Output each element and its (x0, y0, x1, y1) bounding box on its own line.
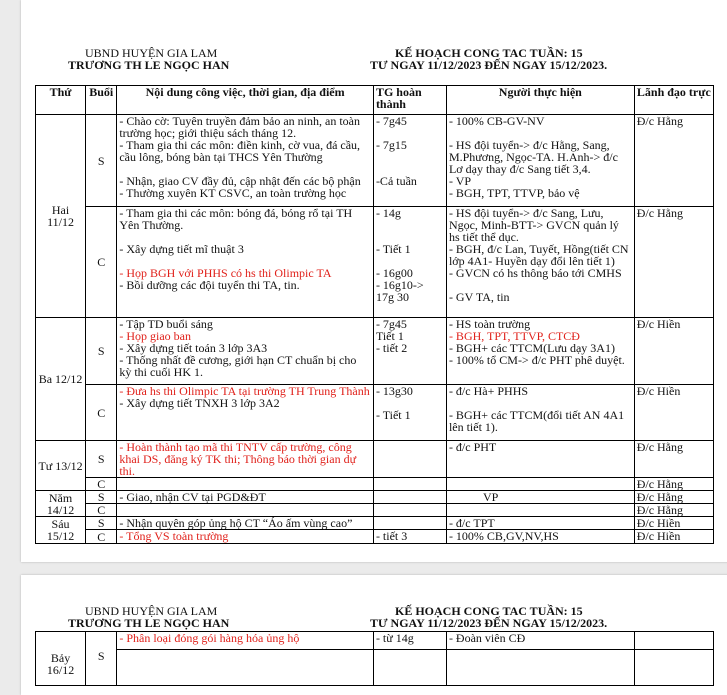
time-cell (373, 441, 446, 478)
person-cell (446, 318, 634, 385)
leader-cell: Đ/c Hằng (634, 504, 713, 517)
time-item: - 7g45 (375, 317, 407, 331)
table-row (36, 385, 714, 441)
day-cell-wednesday: Tư 13/12 (36, 441, 86, 491)
content-item: - Tham gia thi các môn: bóng đá, bóng rổ tại TH Yên Thường. (119, 206, 353, 232)
time-cell (373, 650, 446, 686)
session-cell: S (86, 650, 117, 686)
session-cell-empty (86, 632, 117, 650)
person-cell (446, 207, 634, 318)
session-cell: C (86, 385, 117, 441)
content-item: - Tham gia thi các môn: điền kinh, cờ vua, đá cầu, cầu lông, bóng bàn tại THCS Yên Thường (119, 138, 361, 164)
person-item: - HS đội tuyển-> đ/c Hằng, Sang, M.Phương, Ngọc-TA. H.Anh-> đ/c Lơ dạy thay đ/c Sang tiết 3,4. (448, 138, 618, 176)
content-cell: - Nhận quyên góp ủng hộ CT “Áo ấm vùng cao” (117, 517, 374, 530)
leader-cell: Đ/c Hiền (634, 318, 713, 385)
content-item: - Xây dựng tiết mĩ thuật 3 (119, 242, 244, 256)
content-cell (117, 318, 374, 385)
table-row (36, 491, 714, 504)
content-item: - Thống nhất đề cương, giới hạn CT chuẩn bị cho kỳ thi cuối HK 1. (119, 353, 357, 379)
person-item: - VP (448, 174, 472, 188)
day-cell-empty (36, 632, 86, 650)
time-item: - 13g30 (375, 384, 413, 398)
col-header-time: TG hoàn thành (373, 86, 446, 115)
table-row (36, 530, 714, 544)
leader-cell: Đ/c Hằng (634, 478, 713, 491)
school-name: TRƯƠNG TH LE NGỌC HAN (68, 58, 230, 72)
content-item: - Xây dựng tiết TNXH 3 lớp 3A2 (119, 396, 280, 410)
session-cell: S (86, 441, 117, 478)
person-item: - BGH+ các TTCM(Lưu dạy 3A1) (448, 341, 615, 355)
content-item: - Họp giao ban (119, 329, 191, 343)
weekly-plan-table (35, 85, 714, 544)
person-item: - BGH, TPT, TTVP, bảo vệ (448, 186, 580, 200)
person-item: - GVCN có hs thông báo tới CMHS (448, 266, 622, 280)
day-cell-tuesday: Ba 12/12 (36, 318, 86, 441)
table-row (36, 207, 714, 318)
person-item: - HS toàn trường (448, 317, 531, 331)
content-cell: - Phân loại đóng gói hàng hóa ủng hộ (117, 632, 374, 650)
person-item: - BGH, đ/c Lan, Tuyết, Hồng(tiết CN lớp 4A1- Huyền dạy đổi lên tiết 1) (448, 242, 629, 268)
leader-cell (634, 632, 713, 650)
person-item: - đ/c Hà+ PHHS (448, 384, 529, 398)
weekly-plan-table-continued (35, 631, 714, 686)
person-cell: VP (446, 491, 634, 504)
plan-title: KẾ HOẠCH CONG TAC TUẦN: 15 (395, 46, 583, 60)
content-cell (117, 207, 374, 318)
col-header-person: Người thực hiện (446, 86, 634, 115)
table-row (36, 115, 714, 207)
table-row (36, 504, 714, 517)
time-cell (373, 517, 446, 530)
content-item: - Xây dựng tiết toán 3 lớp 3A3 (119, 341, 268, 355)
table-header-row (36, 86, 714, 115)
content-item: - Chào cờ: Tuyên truyền đảm bảo an ninh, an toàn trường học; giới thiệu sách tháng 12. (119, 114, 360, 140)
time-item: - Tiết 1 (375, 408, 411, 422)
content-cell (117, 115, 374, 207)
table-row (36, 318, 714, 385)
time-item: - 16g00 (375, 266, 413, 280)
person-cell (446, 478, 634, 491)
leader-cell: Đ/c Hiền (634, 385, 713, 441)
col-header-day: Thứ (36, 86, 86, 115)
document-page-1 (21, 0, 727, 562)
time-cell (373, 478, 446, 491)
content-cell: - Tổng VS toàn trường (117, 530, 374, 544)
table-row (36, 478, 714, 491)
session-cell: C (86, 478, 117, 491)
day-cell-thursday: Năm 14/12 (36, 491, 86, 517)
person-item: - GV TA, tin (448, 290, 510, 304)
col-header-session: Buổi (86, 86, 117, 115)
leader-cell: Đ/c Hằng (634, 115, 713, 207)
leader-cell: Đ/c Hằng (634, 441, 713, 478)
person-cell (446, 385, 634, 441)
content-cell (117, 385, 374, 441)
leader-cell: Đ/c Hằng (634, 207, 713, 318)
content-cell: - Hoàn thành tạo mã thi TNTV cấp trường, công khai DS, đăng ký TK thi; Thông báo thời gian dự thi. (117, 441, 374, 478)
person-cell (446, 504, 634, 517)
person-item: - BGH, TPT, TTVP, CTCĐ (448, 329, 580, 343)
content-cell (117, 650, 374, 686)
session-cell: S (86, 491, 117, 504)
content-item: - Tập TD buổi sáng (119, 317, 213, 331)
time-cell (373, 385, 446, 441)
time-cell: - tiết 3 (373, 530, 446, 544)
leader-cell: Đ/c Hiền (634, 517, 713, 530)
plan-dates: TƯ NGAY 11/12/2023 ĐẾN NGAY 15/12/2023. (370, 58, 608, 72)
content-cell (117, 478, 374, 491)
leader-cell: Đ/c Hằng (634, 491, 713, 504)
table-row (36, 441, 714, 478)
table-row (36, 517, 714, 530)
person-item: - BGH+ các TTCM(đổi tiết AN 4A1 lên tiết 1). (448, 408, 625, 434)
day-cell-saturday: Bảy 16/12 (36, 650, 86, 686)
time-item: -Cả tuần (375, 174, 417, 188)
person-cell (446, 115, 634, 207)
content-item: - Nhận, giao CV đầy đủ, cập nhật đến các bộ phận (119, 174, 361, 188)
time-cell (373, 491, 446, 504)
content-cell (117, 504, 374, 517)
time-cell (373, 115, 446, 207)
content-item: - Đưa hs thi Olimpic TA tại trường TH Trung Thành (119, 384, 370, 398)
session-cell: C (86, 530, 117, 544)
time-cell (373, 318, 446, 385)
session-cell: S (86, 115, 117, 207)
time-item: Tiết 1 (375, 329, 404, 343)
person-cell (446, 650, 634, 686)
person-item: - 100% tổ CM-> đ/c PHT phê duyệt. (448, 353, 625, 367)
session-cell: C (86, 207, 117, 318)
person-cell: - 100% CB,GV,NV,HS (446, 530, 634, 544)
session-cell: C (86, 504, 117, 517)
person-item: - 100% CB-GV-NV (448, 114, 545, 128)
session-cell: S (86, 517, 117, 530)
time-cell (373, 504, 446, 517)
person-item: - HS đội tuyển-> đ/c Sang, Lưu, Ngọc, Minh-BTT-> GVCN quản lý hs tiết thể dục. (448, 206, 619, 244)
school-name: TRƯƠNG TH LE NGỌC HAN (68, 616, 230, 630)
day-cell-monday: Hai 11/12 (36, 115, 86, 318)
district-name: UBND HUYỆN GIA LAM (85, 604, 218, 618)
content-item: - Bồi dưỡng các đội tuyển thi TA, tin. (119, 278, 300, 292)
time-cell: - từ 14g (373, 632, 446, 650)
content-cell: - Giao, nhận CV tại PGD&ĐT (117, 491, 374, 504)
time-item: - 16g10-> 17g 30 (375, 278, 424, 304)
table-row (36, 650, 714, 686)
document-page-2 (21, 575, 727, 695)
plan-title: KẾ HOẠCH CONG TAC TUẦN: 15 (395, 604, 583, 618)
person-cell: - đ/c TPT (446, 517, 634, 530)
day-cell-friday: Sáu 15/12 (36, 517, 86, 544)
time-item: - Tiết 1 (375, 242, 411, 256)
district-name: UBND HUYỆN GIA LAM (85, 46, 218, 60)
time-item: - tiết 2 (375, 341, 408, 355)
person-cell: - Đoàn viên CĐ (446, 632, 634, 650)
time-item: - 7g45 (375, 114, 407, 128)
table-row (36, 632, 714, 650)
leader-cell: Đ/c Hiền (634, 530, 713, 544)
time-item: - 7g15 (375, 138, 407, 152)
leader-cell (634, 650, 713, 686)
col-header-content: Nội dung công việc, thời gian, địa điểm (117, 86, 374, 115)
session-cell: S (86, 318, 117, 385)
time-item: - 14g (375, 206, 401, 220)
content-item: - Thường xuyên KT CSVC, an toàn trường học (119, 186, 347, 200)
person-cell: - đ/c PHT (446, 441, 634, 478)
col-header-leader: Lãnh đạo trực (634, 86, 713, 115)
content-item: - Họp BGH với PHHS có hs thi Olimpic TA (119, 266, 332, 280)
time-cell (373, 207, 446, 318)
plan-dates: TƯ NGAY 11/12/2023 ĐẾN NGAY 15/12/2023. (370, 616, 608, 630)
